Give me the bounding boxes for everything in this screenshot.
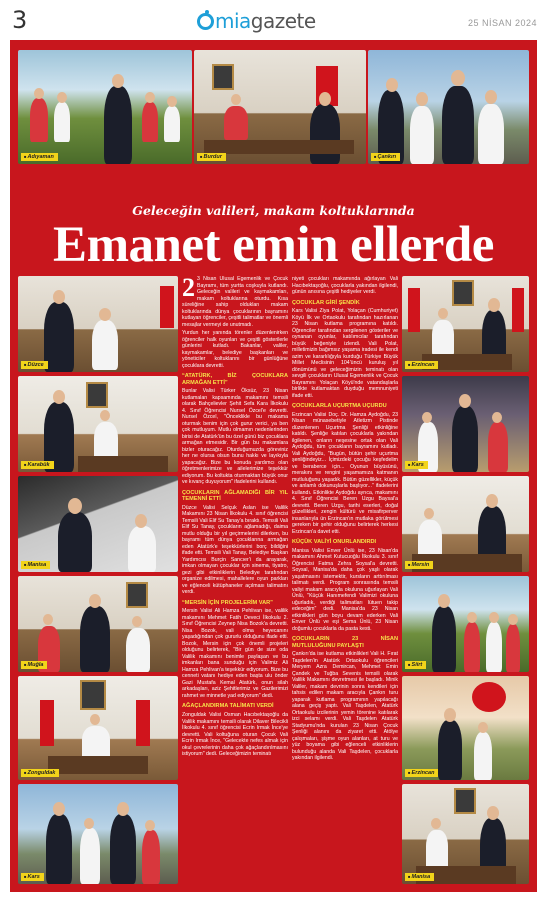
article-paragraph: Manisa Valisi Enver Ünlü ise, 23 Nisan'da makamını Ahmet Kutucuoğlu İlkokulu 3. sınıf Öğrencisi Fatma Zehra Soysal'a devretti. Soysal, Manisa'da daha çok yaşlı olarak yaşatmasını istemektir, kursların arttırılması talimatı verdi. Program sonrasında temsili valiyi makam aracıyla okuluna uğurlayan Vali Ünlü, "Küçük Hanımefendi Valimizi okuluna uğurladık, verdiği talimatları lütuen takip edeceğim" dedi. Manisa'da 23 Nisan etkinlikleri gün boyu devam ederken Vali Enver Ünlü ve eşi Sema Ünlü, 23 Nisan doğumlu çocuklarla da pasta kesti. — [292, 547, 398, 632]
photo-caption: ■ Manisa — [21, 561, 50, 569]
article-subheading: “ATATÜRK, BİZ ÇOCUKLARA ARMAĞAN ETTİ” — [182, 373, 288, 386]
photo-caption: ■ Adıyaman — [21, 153, 58, 161]
photo-erzincan-kite — [402, 676, 529, 780]
article-subheading: AĞAÇLANDIRMA TALİMATI VERDİ — [182, 703, 274, 710]
photo-zonguldak — [18, 676, 178, 780]
article-paragraph: Yurdun her yanında törenler düzenlenirken öğrenciler halk oyunları ve çeşitli gösterilerle günlerini kutladı. Bakanlar, valiler, kaymakamlar, belediye başkanları ve yöneticiler koltuklarını bir günlüğüne çocuklara devretti. — [182, 330, 288, 369]
photo-karabuk — [18, 376, 178, 472]
photo-caption: ■ Kars — [21, 873, 44, 881]
photo-caption: ■ Erzincan — [405, 361, 438, 369]
article-paragraph: Çankırı'da ise kutlama etkinlikleri Vali H. Fırat Taşdelen'in Atatürk Ortaokulu öğrencileri Meryem Azra Demircan, Mehmet Emin Çandek ve Tuğba Sevenis temsili olarak Valilik Makamını devretmesi ile başladı. Minik Valiler, makam devrinin sonra kendileri için tahsis edilen makam aracıyla Çankırı turu yaparak kutlama programının yapılacağı alana geçiş yaptı. Vali Taşdelen, Atatürk Ortaokulu izcilerinin yemin törenine katılarak izci selamı verdi. Vali Taşdelen Atatürk Stadyumu'nda kurulan 23 Nisan Çocuk Şenliği alanını da ziyaret etti. Atölye çalışmaları, şişme oyun alanları, at turu ve yüz boyama gibi eğlenceli etkinliklerin bulunduğu alanda Vali Taşdelen, çocuklarla yakından ilgilendi. — [292, 651, 398, 762]
photo-kars-left — [18, 784, 178, 884]
page-number: 3 — [12, 6, 28, 34]
photo-caption: ■ Muğla — [21, 661, 47, 669]
photo-caption: ■ Manisa — [405, 873, 434, 881]
article-subheading: KÜÇÜK VALİYİ ONURLANDIRDI — [292, 539, 377, 546]
photo-kars-right — [402, 376, 529, 472]
page-header — [0, 0, 547, 40]
article-headline: Emanet emin ellerde — [53, 217, 494, 273]
drop-cap: 2 — [182, 276, 195, 302]
logo-prefix: mia — [215, 9, 251, 33]
article-subheading: ÇOCUKLARIN 23 NİSAN MUTLULUĞUNU PAYLAŞTI — [292, 636, 398, 649]
photo-cankiri — [368, 50, 529, 164]
article-paragraph: Zonguldak Valisi Osman Hacıbektaşoğlu da Valilik makamını temsili olarak Dilaver Bilecikli İlkokulu 4. sınıf öğrencisi Ecrin Irmak İnce'ye devretti. Vali koltuğuna oturan Çocuk Vali Ecrin Irmak İnce, "Gelecekte nefes almak için okul çevrelerinin daha çok ağaçlandırılmasını istiyorum" dedi. Geleceğimizin teminatı — [182, 712, 288, 758]
issue-date: 25 NİSAN 2024 — [467, 18, 537, 28]
photo-caption: ■ Karabük — [21, 461, 54, 469]
photo-burdur — [194, 50, 366, 164]
photo-adiyaman — [18, 50, 192, 164]
article-paragraph: Erzincan Valisi Doç. Dr. Hamza Aydoğdu, 23 Nisan münasebetiyle Atletizm Pistinde düzenlenen Uçurtma Şenliği etkinliğine katıldı. Şenliğe katılan çocuklarla yakından ilgilenen, onların neşesine ortak olan Vali Aydoğdu, tüm çocukların bayramını kutladı. Vali Aydoğdu, "Bugün, bütün şehir uçurtma şenliğindeyiz... İçimizdeki çocuğu keşfedelim ve beraberce için... Oyunun büyüsünü, merakını ve rengini yaşamamıza katmanın mutluluğunu yaşadık. Bütün güzellikler, küçük ve anlamlı dokunuşlarla başlıyor..." ifadelerini kullandı. Etkinlikte Aydoğdu ayrıca, makamını 4. Sınıf Öğrencisi Beren Uzgu Baysal'a devretti. Beren Uzgu, tarihi eserleri, doğal güzellikleri, zengin kültürü ve misafirperver insanlarıyla ün Erzincan'ın mutlaka görülmesi gereken bir şehir olduğunu belirterek herkesi Erzincan'a davet etti. — [292, 411, 398, 535]
photo-siirt — [402, 576, 529, 672]
photo-caption: ■ Çankırı — [371, 153, 400, 161]
photo-mugla — [18, 576, 178, 672]
article-subheading: ÇOCUKLAR GİRİ ŞENDİK — [292, 299, 360, 306]
article-column-2 — [292, 276, 398, 884]
article-column-1 — [182, 276, 288, 884]
photo-caption: ■ Mersin — [405, 561, 433, 569]
article-paragraph: Mersin Valisi Ali Hamza Pehlivan ise, valilik makamını Mehmet Fatih Deveci İlkokulu 2. Sınıf Öğrencisi Zeynep Nisa Bozok'a devretti. Nisa Bozok, vali olma heyecanını yaşadığından çok gururlu olduğunu ifade etti. Bozok, Mersin için çok önemli projeleri olduğunu belirterek, "Bir gün de size oda Valilik makamını benimle paylaşan ve bu imkanları bana sunduğu için Valimiz Ali Hamza Pehlivan'a teşekkür ediyorum. Bize bu cenneti vatanı hediye eden başta ulu önder Gazi Mustafa Kemal Atatürk, onun silah arkadaşları, aziz Şehitlerimiz ve Gazilerimizi rahmet ve minnetle yad ediyorum" dedi. — [182, 608, 288, 699]
photo-caption: ■ Zonguldak — [21, 769, 59, 777]
article-paragraph: Düzce Valisi Selçuk Aslan ise Valilik Makamını 23 Nisan İlkokulu 4. sınıf öğrencisi Temsili Vali Elif Su Tanay'a bıraktı. Temsili Vali Elif Su Tanay, çocukların ağlamadığı, daima mutlu olduğu bir yıl geçirmelerini dilerken, bu bayramı tüm dünya çocuklarına armağan eden Atatürk'e teşekkürlerini borç bildiğini ifade etti. Temsili Vali Tanay, Belediye Başkan Yardımcısı Burçin Sancıer'i da arayarak, imkan olmayan çocuklar için sinema, tiyatro, gezi gibi etkinliklerin Belediye tarafından organize edilmesi, mahallelere oyun parkları ve eğlenceli kütüphaneler açılması talimatını verdi. — [182, 504, 288, 596]
article-paragraph: 3 Nisan Ulusal Egemenlik ve Çocuk Bayramı, tüm yurtta coşkuyla kutlandı. Geleceğin valileri ve kaymakamları, makam koltuklarına oturdu. Kısa süreliğine sahip oldukları makam koltuklarında dünya çocuklarının bayramını kutlayan öğrenciler, çeşitli talimatlar ve önemli mesajlar vermeyi de unutmadı. — [182, 276, 288, 328]
photo-caption: ■ Düzce — [21, 361, 48, 369]
article-paragraph: niyeti çocukları makamında ağırlayan Vali Hacıbektaşoğlu, çocuklarla yakından ilgilendi, günün anısına çeşitli hediyeler verdi. — [292, 276, 398, 295]
photo-caption: ■ Erzincan — [405, 769, 438, 777]
logo-suffix: gazete — [250, 9, 316, 33]
photo-caption: ■ Burdur — [197, 153, 226, 161]
photo-caption: ■ Kars — [405, 461, 428, 469]
photo-manisa-right — [402, 784, 529, 884]
article-subheading: “MERSİN İÇİN PROJELERİM VAR” — [182, 599, 273, 606]
photo-mersin — [402, 476, 529, 572]
article-subheading: ÇOCUKLARLA UÇURTMA UÇURDU — [292, 403, 387, 410]
article-paragraph: Kars Valisi Ziya Polat, Yolaçan (Cumhuriyet) Köyü İlk ve Ortaokulu tarafından hazırlanan 23 Nisan kutlama programına katıldı. Öğrenciler tarafından sergilenen gösteriler ve oynanan oyunlar, katılımcılar tarafından büyük beğeniyle izlendi. Vali Polat, milletimizin bağımsız yaşama iradesi ile kendi azim ve kararlılığıyla kurduğu Türkiye Büyük Millet Meclisinin 104'üncü kuruluş yıl dönümünü ve geleceğimizin teminatı olan sevgili çocukların Ulusal Egemenlik ve Çocuk Bayramını Yolaçan Köyü'nde vatandaşlarla birlikte kutlamaktan duyduğu memnuniyeti ifade etti. — [292, 308, 398, 399]
photo-duzce — [18, 276, 178, 372]
article-paragraph: Bunlar Valisi Türker Öksüz, 23 Nisan kutlamaları kapsamında makamını temsili olarak Bahçelievler Şehit Sefa Kara İlkokulu 4. Sınıf Öğrencisi Nursel Özcel'e devretti. Nursel Özcel, "Önceklikle bu makama oturmak benim için çok gurur verici, ya ben çok mutluyum. Mutlu olmamın nedenlerinden birisi de Atatürk'ün bu özel günü biz çocuklara armağan etmesidir. Bir gün bu makamlara bizler oturacağız. Oturduğumuzda göreviniz her ne olursa olsun bunu hakkı ve layıkıyla yapacağız. Bize bu konuda yardımcı olan öğretmenlerimize ve ailelerimize teşekkür ediyorum. Bu koltukta oturmaktan büyük onur ve kıvanç duyuyorum" ifadelerini kullandı. — [182, 388, 288, 486]
photo-manisa-left — [18, 476, 178, 572]
photo-erzincan — [402, 276, 529, 372]
logo-circle-icon — [197, 13, 214, 30]
article-frame — [10, 40, 537, 892]
newspaper-logo[interactable] — [197, 9, 316, 33]
article-subheading: ÇOCUKLARIN AĞLAMADIĞI BİR YIL TEMENNİ ETTİ — [182, 489, 288, 503]
photo-caption: ■ Siirt — [405, 661, 426, 669]
article-kicker: Geleceğin valileri, makam koltuklarında — [132, 203, 415, 218]
